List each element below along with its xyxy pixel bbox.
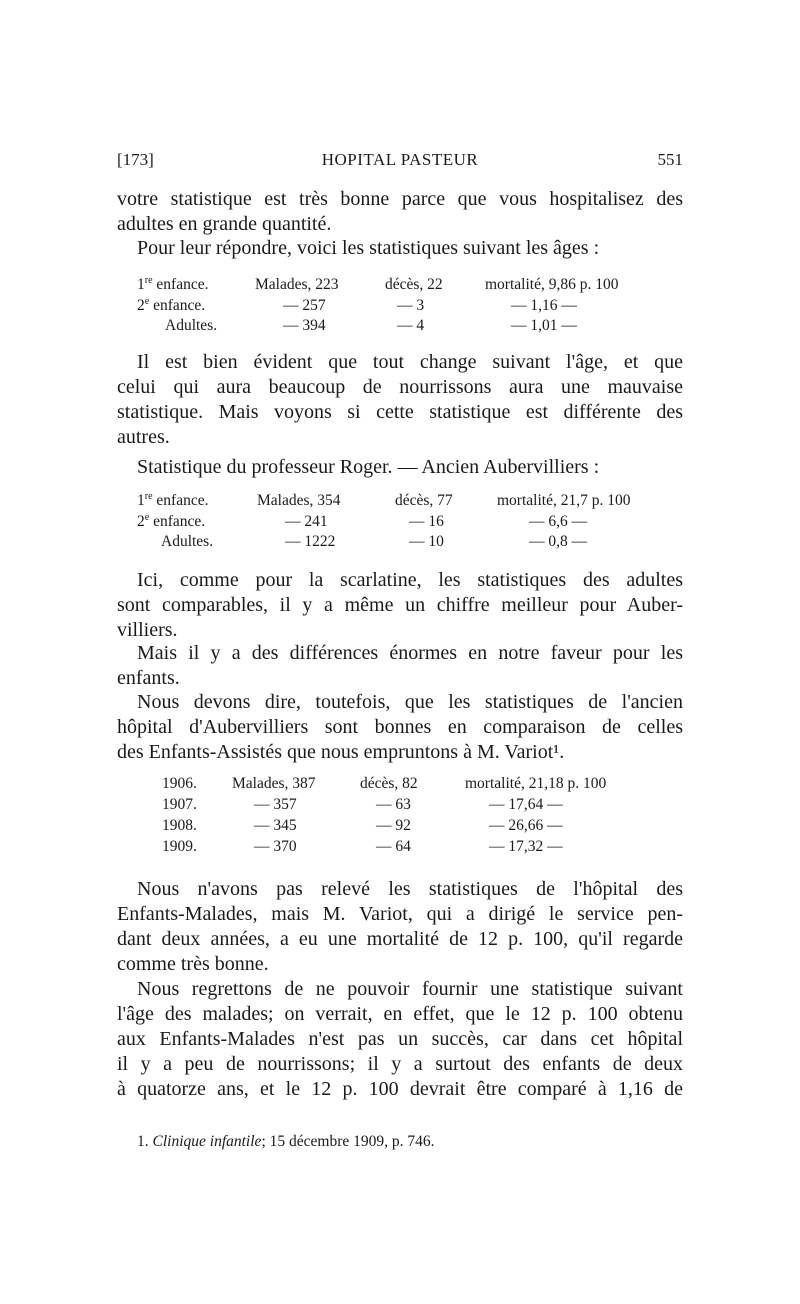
text-line: Nous devons dire, toutefois, que les statistiques de l'ancien [137, 691, 683, 713]
text-line: statistique. Mais voyons si cette statistique est différente des [117, 401, 683, 423]
malades-cell: — 357 [254, 796, 297, 813]
paragraph-4 [117, 455, 683, 480]
header-section-number: [173] [117, 150, 154, 169]
text-line: Nous regrettons de ne pouvoir fournir une statistique suivant [137, 978, 683, 1000]
table-row [137, 275, 667, 296]
text-line: l'âge des malades; on verrait, en effet, que le 12 p. 100 obtenu [117, 1003, 683, 1025]
mortalite-cell: — 26,66 — [489, 817, 563, 834]
text-line: autres. [117, 426, 170, 448]
malades-cell: — 394 [283, 317, 326, 334]
mortalite-cell: — 6,6 — [529, 513, 588, 530]
header-title: HOPITAL PASTEUR [321, 150, 479, 169]
mortalite-cell: mortalité, 21,7 p. 100 [497, 492, 631, 509]
table-row [137, 491, 667, 512]
roger-statistics-table [137, 491, 667, 554]
malades-cell: — 241 [285, 513, 328, 530]
mortalite-cell: — 17,32 — [489, 838, 563, 855]
paragraph-9 [117, 977, 683, 1102]
text-line: des Enfants-Assistés que nous empruntons à M. Variot¹. [117, 741, 565, 763]
text-line: sont comparables, il y a même un chiffre meilleur pour Auber- [117, 594, 683, 616]
mortalite-cell: — 1,16 — [511, 297, 577, 314]
row-label: 2e enfance. [137, 296, 206, 314]
text-line: enfants. [117, 667, 180, 689]
malades-cell: — 1222 [285, 533, 336, 550]
footnote [137, 1133, 434, 1151]
table-row [137, 512, 667, 533]
table-row [162, 817, 652, 838]
mortalite-cell: — 1,01 — [511, 317, 577, 334]
text-line: celui qui aura beaucoup de nourrissons aura une mauvaise [117, 376, 683, 398]
table-row [162, 775, 652, 796]
paragraph-8 [117, 877, 683, 977]
row-label: 1re enfance. [137, 275, 209, 293]
text-line: Ici, comme pour la scarlatine, les statistiques des adultes [137, 569, 683, 591]
row-label: Adultes. [161, 533, 214, 550]
row-label: 1909. [162, 838, 197, 855]
text-line: Mais il y a des différences énormes en notre faveur pour les [137, 642, 683, 664]
mortalite-cell: mortalité, 21,18 p. 100 [465, 775, 607, 792]
paragraph-7 [117, 690, 683, 765]
deces-cell: — 10 [409, 533, 444, 550]
paragraph-6 [117, 641, 683, 691]
paragraph-1 [117, 187, 683, 237]
deces-cell: décès, 77 [395, 492, 453, 509]
malades-cell: Malades, 223 [255, 276, 339, 293]
deces-cell: — 92 [376, 817, 411, 834]
text-line: hôpital d'Aubervilliers sont bonnes en comparaison de celles [117, 716, 683, 738]
text-line: Il est bien évident que tout change suivant l'âge, et que [137, 351, 683, 373]
paragraph-2 [117, 236, 683, 261]
deces-cell: décès, 82 [360, 775, 418, 792]
malades-cell: — 370 [254, 838, 297, 855]
malades-cell: Malades, 387 [232, 775, 316, 792]
paragraph-5 [117, 568, 683, 643]
table-row [162, 796, 652, 817]
text-line: comme très bonne. [117, 953, 269, 975]
row-label: 2e enfance. [137, 512, 206, 530]
text-line: adultes en grande quantité. [117, 213, 332, 235]
mortalite-cell: — 0,8 — [529, 533, 588, 550]
deces-cell: — 3 [397, 297, 425, 314]
deces-cell: — 64 [376, 838, 411, 855]
paragraph-3 [117, 350, 683, 450]
row-label: 1908. [162, 817, 197, 834]
malades-cell: Malades, 354 [257, 492, 341, 509]
deces-cell: — 4 [397, 317, 425, 334]
table-row [137, 296, 667, 317]
text-line: dant deux années, a eu une mortalité de 12 p. 100, qu'il regarde [117, 928, 683, 950]
table-row [137, 533, 667, 554]
mortalite-cell: — 17,64 — [489, 796, 563, 813]
deces-cell: — 16 [409, 513, 444, 530]
text-line: votre statistique est très bonne parce que vous hospitalisez des [117, 188, 683, 210]
text-line: villiers. [117, 619, 178, 641]
text-line: Nous n'avons pas relevé les statistiques de l'hôpital des [137, 878, 683, 900]
footnote-number: 1. [137, 1133, 149, 1150]
text-line: à quatorze ans, et le 12 p. 100 devrait être comparé à 1,16 de [117, 1078, 683, 1100]
text-line: Enfants-Malades, mais M. Variot, qui a dirigé le service pen- [117, 903, 683, 925]
running-header [117, 150, 683, 174]
variot-statistics-table [162, 775, 652, 859]
table-row [137, 317, 667, 338]
malades-cell: — 345 [254, 817, 297, 834]
footnote-title: Clinique infantile [152, 1133, 262, 1150]
text-line: aux Enfants-Malades n'est pas un succès, car dans cet hôpital [117, 1028, 683, 1050]
deces-cell: décès, 22 [385, 276, 443, 293]
text-line: Pour leur répondre, voici les statistiques suivant les âges : [137, 237, 600, 259]
deces-cell: — 63 [376, 796, 411, 813]
footnote-reference: ; 15 décembre 1909, p. 746. [261, 1133, 435, 1150]
row-label: 1re enfance. [137, 491, 209, 509]
text-line: il y a peu de nourrissons; il y a surtout des enfants de deux [117, 1053, 683, 1075]
age-statistics-table [137, 275, 667, 338]
text-line: Statistique du professeur Roger. — Ancien Aubervilliers : [137, 456, 600, 478]
malades-cell: — 257 [283, 297, 326, 314]
row-label: 1907. [162, 796, 197, 813]
row-label: Adultes. [165, 317, 218, 334]
table-row [162, 838, 652, 859]
page-number: 551 [657, 150, 683, 169]
row-label: 1906. [162, 775, 197, 792]
mortalite-cell: mortalité, 9,86 p. 100 [485, 276, 619, 293]
